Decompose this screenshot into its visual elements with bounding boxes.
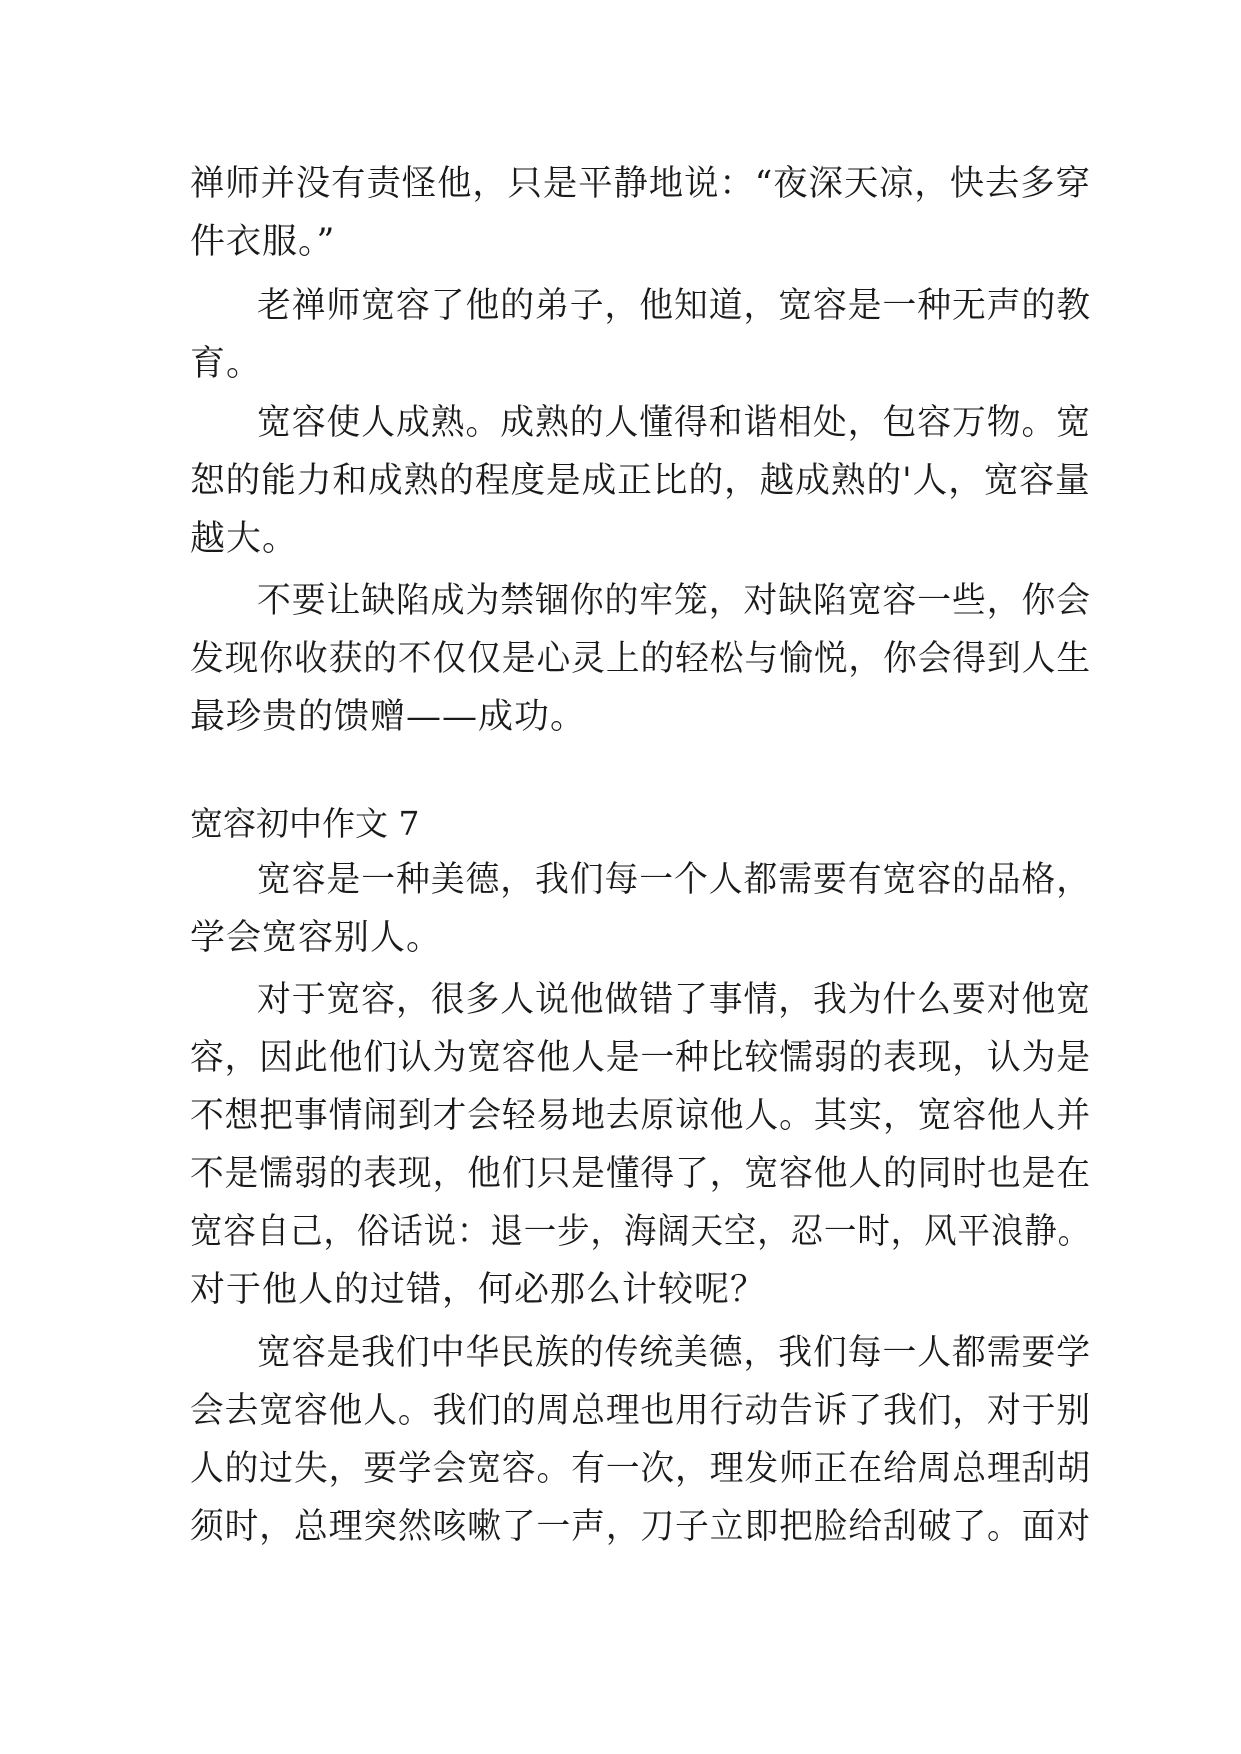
text-line: 恕的能力和成熟的程度是成正比的，越成熟的'人，宽容量: [190, 461, 1091, 501]
text-line: 不是懦弱的表现，他们只是懂得了，宽容他人的同时也是在: [190, 1154, 1092, 1194]
text-line: 件衣服。”: [190, 222, 336, 262]
paragraph-start-line: 不要让缺陷成为禁锢你的牢笼，对缺陷宽容一些，你会: [257, 581, 1092, 621]
text-line: 须时，总理突然咳嗽了一声，刀子立即把脸给刮破了。面对: [190, 1507, 1092, 1547]
text-line: 最珍贵的馈赠——成功。: [190, 697, 587, 737]
text-line: 对于他人的过错，何必那么计较呢？: [190, 1270, 767, 1310]
paragraph-start-line: 宽容是一种美德，我们每一个人都需要有宽容的品格，: [257, 860, 1092, 900]
paragraph-start-line: 老禅师宽容了他的弟子，他知道，宽容是一种无声的教: [257, 286, 1092, 326]
text-line: 学会宽容别人。: [190, 918, 443, 958]
text-line: 会去宽容他人。我们的周总理也用行动告诉了我们，对于别: [190, 1391, 1092, 1431]
text-line: 禅师并没有责怪他，只是平静地说：“夜深天凉，快去多穿: [190, 164, 1091, 204]
paragraph-start-line: 宽容使人成熟。成熟的人懂得和谐相处，包容万物。宽: [257, 403, 1092, 443]
text-line: 越大。: [190, 519, 299, 559]
paragraph-start-line: 对于宽容，很多人说他做错了事情，我为什么要对他宽: [257, 980, 1092, 1020]
paragraph-start-line: 宽容是我们中华民族的传统美德，我们每一人都需要学: [257, 1333, 1092, 1373]
text-line: 宽容自己，俗话说：退一步，海阔天空，忍一时，风平浪静。: [190, 1212, 1092, 1252]
text-line: 发现你收获的不仅仅是心灵上的轻松与愉悦，你会得到人生: [190, 639, 1092, 679]
text-line: 容，因此他们认为宽容他人是一种比较懦弱的表现，认为是: [190, 1038, 1092, 1078]
text-line: 人的过失，要学会宽容。有一次，理发师正在给周总理刮胡: [190, 1449, 1092, 1489]
section-title: 宽容初中作文 7: [190, 804, 420, 843]
text-line: 育。: [190, 344, 263, 384]
text-line: 不想把事情闹到才会轻易地去原谅他人。其实，宽容他人并: [190, 1096, 1092, 1136]
